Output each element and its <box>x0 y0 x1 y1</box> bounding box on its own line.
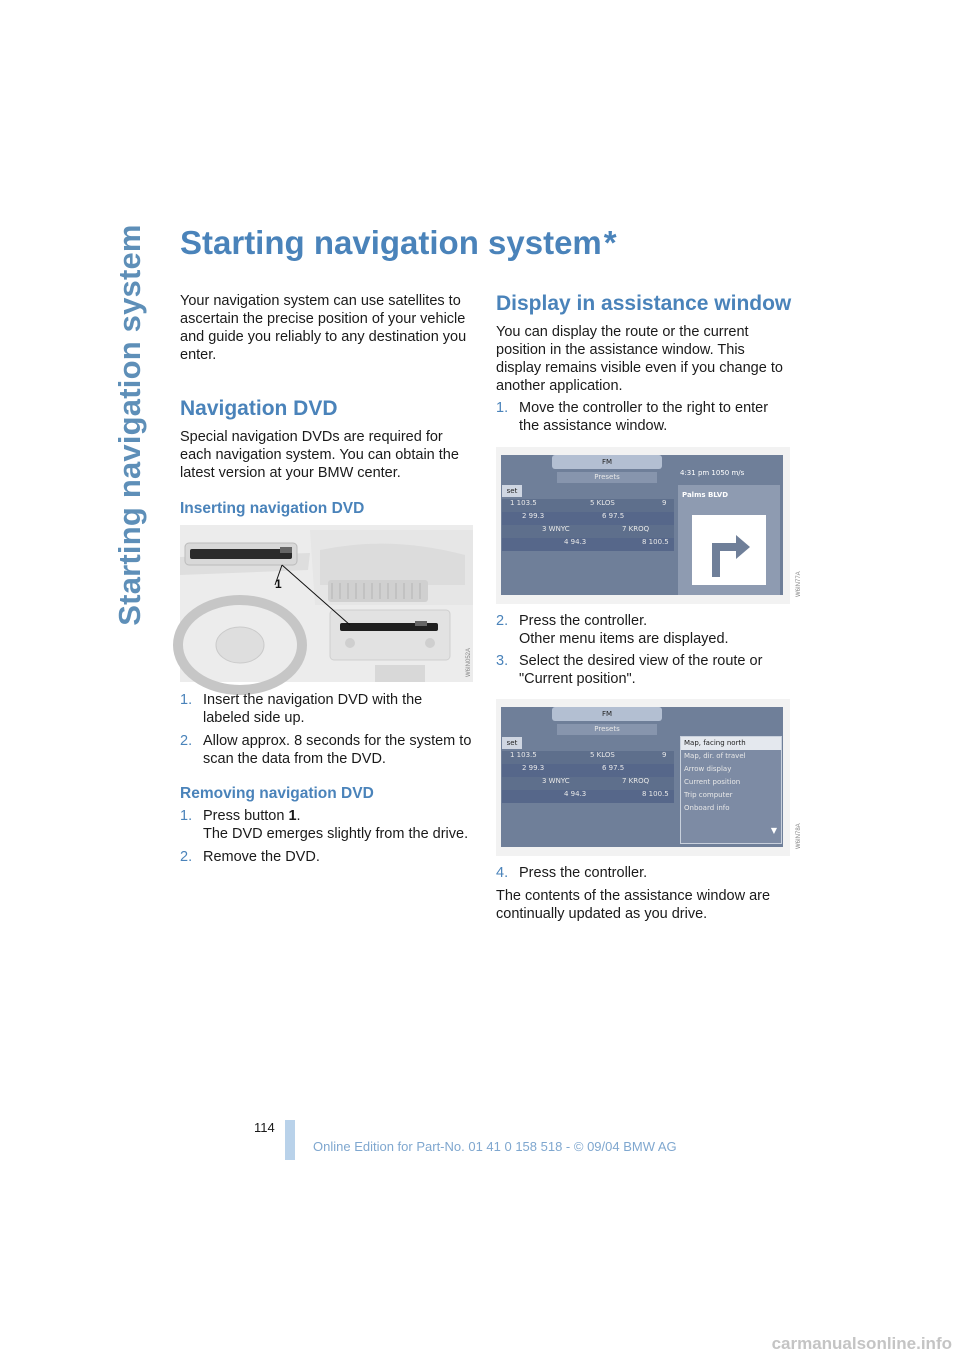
street-name: Palms BLVD <box>682 491 729 499</box>
preset-row <box>502 525 674 538</box>
step-text: Move the controller to the right to enter the assistance window. <box>519 400 769 434</box>
arrow-display <box>692 515 766 585</box>
set-button <box>502 485 522 497</box>
step-text-line2: Other menu items are displayed. <box>519 631 729 647</box>
step-number: 4. <box>496 865 509 881</box>
step-text: Allow approx. 8 seconds for the system to scan the data from the DVD. <box>203 733 472 767</box>
preset-cell: 8 100.5 <box>642 790 669 798</box>
step-text: Press button <box>203 808 289 824</box>
figure-code: W6IN78A <box>796 823 802 849</box>
optional-equipment-star: * <box>603 224 617 261</box>
preset-cell: 8 100.5 <box>642 538 669 546</box>
preset-cell: 1 103.5 <box>510 499 537 507</box>
step-number: 3. <box>496 653 509 669</box>
page-title-text: Starting navigation system <box>180 224 602 261</box>
step-text: Remove the DVD. <box>203 849 320 865</box>
preset-cell: 5 KLOS <box>590 751 615 759</box>
step-number: 2. <box>180 849 193 865</box>
footer-edition: Online Edition for Part-No. 01 41 0 158 518 - © 09/04 BMW AG <box>313 1139 677 1154</box>
assistance-intro: You can display the route or the current position in the assistance window. This display remains visible even if you change to another application. <box>496 324 783 394</box>
step-number: 1. <box>496 400 509 416</box>
step-text: Press the controller. <box>519 865 648 881</box>
intro-paragraph: Your navigation system can use satellites to ascertain the precise position of your vehicle and guide you reliably to any destination you enter. <box>180 293 467 363</box>
step-number: 1. <box>180 692 193 708</box>
preset-cell: 1 103.5 <box>510 751 537 759</box>
inserting-dvd-heading: Inserting navigation DVD <box>180 500 365 517</box>
preset-cell: 4 94.3 <box>564 538 587 546</box>
menu-item-current-position[interactable]: Current position <box>684 778 741 786</box>
turn-right-arrow-icon <box>692 515 766 585</box>
fm-tab <box>552 707 662 721</box>
footer-accent-bar <box>285 1120 295 1160</box>
presets-label: Presets <box>594 725 620 733</box>
preset-cell: 3 WNYC <box>542 525 570 533</box>
page-number: 114 <box>254 1120 275 1135</box>
step-text-line2: The DVD emerges slightly from the drive. <box>203 826 469 842</box>
step-text: Press the controller. <box>519 613 648 629</box>
set-button <box>502 737 522 749</box>
step-number: 2. <box>180 733 193 749</box>
step-text: Select the desired view of the route or "Current position". <box>519 653 763 687</box>
scroll-down-icon: ▼ <box>770 826 777 835</box>
set-label: set <box>506 739 518 747</box>
nav-dvd-heading: Navigation DVD <box>180 397 338 420</box>
presets-label: Presets <box>594 473 620 481</box>
preset-cell: 6 97.5 <box>602 512 625 520</box>
preset-cell: 3 WNYC <box>542 777 570 785</box>
preset-cell: 7 KROQ <box>622 525 650 533</box>
menu-item-arrow-display[interactable]: Arrow display <box>684 765 732 773</box>
preset-row <box>502 764 674 777</box>
page-title <box>180 224 617 262</box>
figure-code: W6IN052A <box>466 647 472 677</box>
menu-item-map-travel[interactable]: Map, dir. of travel <box>684 752 746 760</box>
view-menu[interactable] <box>680 736 782 844</box>
step-number: 1. <box>180 808 193 824</box>
side-title-text: Starting navigation system <box>112 224 147 626</box>
assistance-screen-2 <box>496 699 802 856</box>
button-reference: 1 <box>288 808 297 824</box>
preset-row <box>502 751 674 764</box>
preset-cell: 5 KLOS <box>590 499 615 507</box>
watermark: carmanualsonline.info <box>771 1334 952 1353</box>
preset-cell: 9 <box>662 751 667 759</box>
preset-list <box>502 499 674 551</box>
side-section-title <box>100 224 160 626</box>
preset-cell: 2 99.3 <box>522 512 545 520</box>
fm-label: FM <box>601 458 613 466</box>
fm-tab <box>552 455 662 469</box>
set-label: set <box>506 487 518 495</box>
step-number: 2. <box>496 613 509 629</box>
trip-info: 4:31 pm 1050 m/s <box>680 469 745 477</box>
preset-cell: 4 94.3 <box>564 790 587 798</box>
presets-bar <box>557 472 657 483</box>
menu-item-trip-computer[interactable]: Trip computer <box>684 791 733 799</box>
preset-row <box>502 538 674 551</box>
figure-code: W6IN77A <box>796 571 802 597</box>
dashboard-figure <box>180 525 473 682</box>
figure-callout-1: 1 <box>275 577 282 591</box>
assistance-window <box>678 469 780 595</box>
preset-cell: 7 KROQ <box>622 777 650 785</box>
preset-row <box>502 790 674 803</box>
preset-row <box>502 499 674 512</box>
dashboard-illustration <box>180 525 473 682</box>
preset-cell: 6 97.5 <box>602 764 625 772</box>
assistance-window-heading: Display in assistance window <box>496 292 792 315</box>
preset-cell: 2 99.3 <box>522 764 545 772</box>
preset-cell: 9 <box>662 499 667 507</box>
removing-dvd-heading: Removing navigation DVD <box>180 785 374 802</box>
nav-dvd-paragraph: Special navigation DVDs are required for each navigation system. You can obtain the latest version at your BMW center. <box>180 429 459 481</box>
presets-bar <box>557 724 657 735</box>
preset-row <box>502 777 674 790</box>
menu-item-onboard-info[interactable]: Onboard info <box>684 804 730 812</box>
fm-label: FM <box>601 710 613 718</box>
preset-row <box>502 512 674 525</box>
preset-list <box>502 751 674 803</box>
step-text: Insert the navigation DVD with the labeled side up. <box>203 692 423 726</box>
menu-item-map-north[interactable]: Map, facing north <box>681 737 781 750</box>
assistance-screen-1 <box>496 447 802 604</box>
step-text-end: . <box>296 808 301 824</box>
assistance-outro: The contents of the assistance window are continually updated as you drive. <box>496 888 771 922</box>
